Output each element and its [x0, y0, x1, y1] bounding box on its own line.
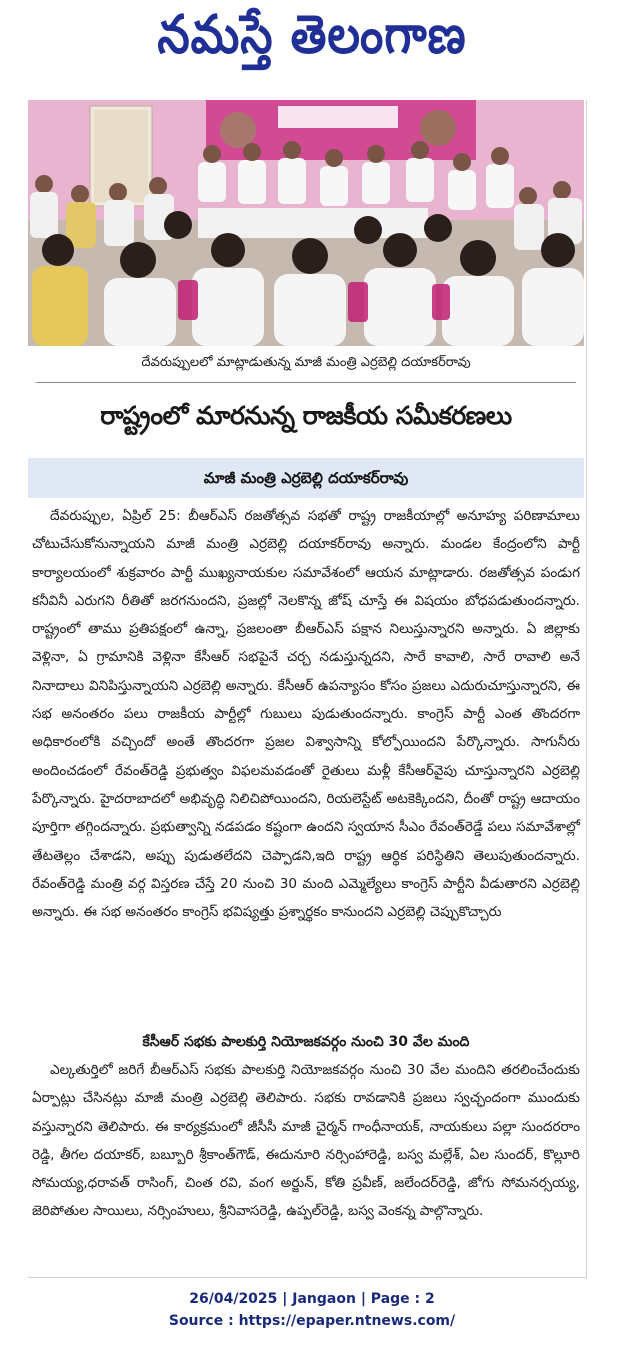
masthead [0, 0, 624, 92]
byline-box [28, 458, 584, 498]
article-paragraph: దేవరుప్పుల, ఏప్రిల్ 25: బీఆర్‌ఎస్ రజతోత్సవ సభతో రాష్ట్ర రాజకీయాల్లో అనూహ్య పరిణామాలు చోటుచేసుకోనున్నాయని మాజీ మంత్రి ఎర్రబెల్లి దయాకర్‌రావు అన్నారు. మండల కేంద్రంలోని పార్టీ కార్యాలయంలో శుక్రవారం పార్టీ ముఖ్యనాయకుల సమావేశంలో ఆయన మాట్లాడారు. రజతోత్సవ పండుగ కనీవినీ ఎరుగని రీతితో జరగనుందని, ప్రజల్లో నెలకొన్న జోష్ చూస్తే ఈ విషయం బోధపడుతుందన్నారు. రాష్ట్రంలో తాము ప్రతిపక్షంలో ఉన్నా, ప్రజలంతా బీఆర్‌ఎస్ పక్షాన నిలుస్తున్నారని అన్నారు. ఏ జిల్లాకు వెళ్లినా, ఏ గ్రామానికి వెళ్లినా కేసీఆర్ సభపైనే చర్చ నడుస్తున్నదని, సారే కావాలి, సారే రావాలి అనే నినాదాలు వినిపిస్తున్నాయని ఎర్రబెల్లి అన్నారు. కేసీఆర్ ఉపన్యాసం కోసం ప్రజలు ఎదురుచూస్తున్నారని, ఈ సభ అనంతరం పలు రాజకీయ పార్టీల్లో గుబులు పుడుతుందన్నారు. కాంగ్రెస్ పార్టీ ఎంత తొందరగా అధికారంలోకి వచ్చిందో అంతే తొందరగా ప్రజల విశ్వాసాన్ని కోల్పోయిందని పేర్కొన్నారు. సాగునీరు అందించడంలో రేవంత్‌రెడ్డి ప్రభుత్వం విఫలమవడంతో రైతులు మళ్లీ కేసీఆర్‌వైపు చూస్తున్నారని ఎర్రబెల్లి పేర్కొన్నారు. హైదరాబాదలో అభివృద్ధి నిలిచిపోయిందని, రియలెస్టేట్ అటకెక్కిందని, దీంతో రాష్ట్ర ఆదాయం పూర్తిగా తగ్గిందన్నారు. ప్రభుత్వాన్ని నడపడం కష్టంగా ఉందని స్వయాన సీఎం రేవంత్‌రెడ్డే పలు సమావేశాల్లో తేటతెల్లం చేశాడని, అప్పు పుడుతలేదని చెప్పాడని,ఇది రాష్ట్ర ఆర్థిక పరిస్థితిని తెలుపుతుందన్నారు. రేవంత్‌రెడ్డి మంత్రి వర్గ విస్తరణ చేస్తే 20 నుంచి 30 మంది ఎమ్మెల్యేలు కాంగ్రెస్ పార్టీని వీడుతారని ఎర్రబెల్లి అన్నారు. ఈ సభ అనంతరం కాంగ్రెస్ భవిష్యత్తు ప్రశ్నార్థకం కానుందని ఎర్రబెల్లి చెప్పుకొచ్చారు [32, 508, 580, 921]
article-headline: రాష్ట్రంలో మారనున్న రాజకీయ సమీకరణలు [100, 401, 512, 430]
news-clipping [28, 100, 587, 1278]
page-footer [0, 1288, 624, 1332]
photo-caption: దేవరుప్పులలో మాట్లాడుతున్న మాజీ మంత్రి ఎర్రబెల్లి దయాకర్‌రావు [141, 355, 471, 370]
article-subheading: కేసీఆర్ సభకు పాలకుర్తి నియోజకవర్గం నుంచి 30 వేల మంది [142, 1034, 470, 1050]
footer-source-line: Source : https://epaper.ntnews.com/ [168, 1313, 456, 1329]
article-paragraph: ఎల్కతుర్తిలో జరిగే బీఆర్‌ఎస్ సభకు పాలకుర్తి నియోజకవర్గం నుంచి 30 వేల మందిని తరలించేందుకు ఏర్పాట్లు చేసినట్లు మాజీ మంత్రి ఎర్రబెల్లి తెలిపారు. సభకు రావడానికి ప్రజలు స్వచ్ఛందంగా ముందుకు వస్తున్నారని తెలిపారు. ఈ కార్యక్రమంలో జీసీసీ మాజీ చైర్మన్ గాంధీనాయక్, నాయకులు పల్లా సుందరరాం రెడ్డి, తీగల దయాకర్, బబ్బూరి శ్రీకాంత్‌గౌడ్, ఈదునూరి నర్సింహారెడ్డి, బస్వ మల్లేశ్, ఏల సుందర్, కొల్లూరి సోమయ్య,ధరావత్ రాసింగ్, చింత రవి, వంగ అర్జున్, కోతి ప్రవీణ్, జలేందర్‌రెడ్డి, జోగు సోమనర్సయ్య, జెరిపోతుల సాయిలు, నర్సింహులు, శ్రీనివాసరెడ్డి, ఉప్పల్‌రెడ్డి, బస్వ వెంకన్న పాల్గొన్నారు. [32, 1062, 580, 1220]
meeting-photo-illustration [28, 100, 584, 346]
newspaper-logo: నమస్తే తెలంగాణ [157, 3, 467, 66]
article-byline: మాజీ మంత్రి ఎర్రబెల్లి దయాకర్‌రావు [203, 469, 409, 487]
article-body-secondary [32, 1056, 580, 1226]
caption-divider [36, 382, 576, 383]
article-body-main [32, 502, 580, 926]
footer-edition-line: 26/04/2025 | Jangaon | Page : 2 [189, 1291, 435, 1307]
news-photo [28, 100, 584, 346]
